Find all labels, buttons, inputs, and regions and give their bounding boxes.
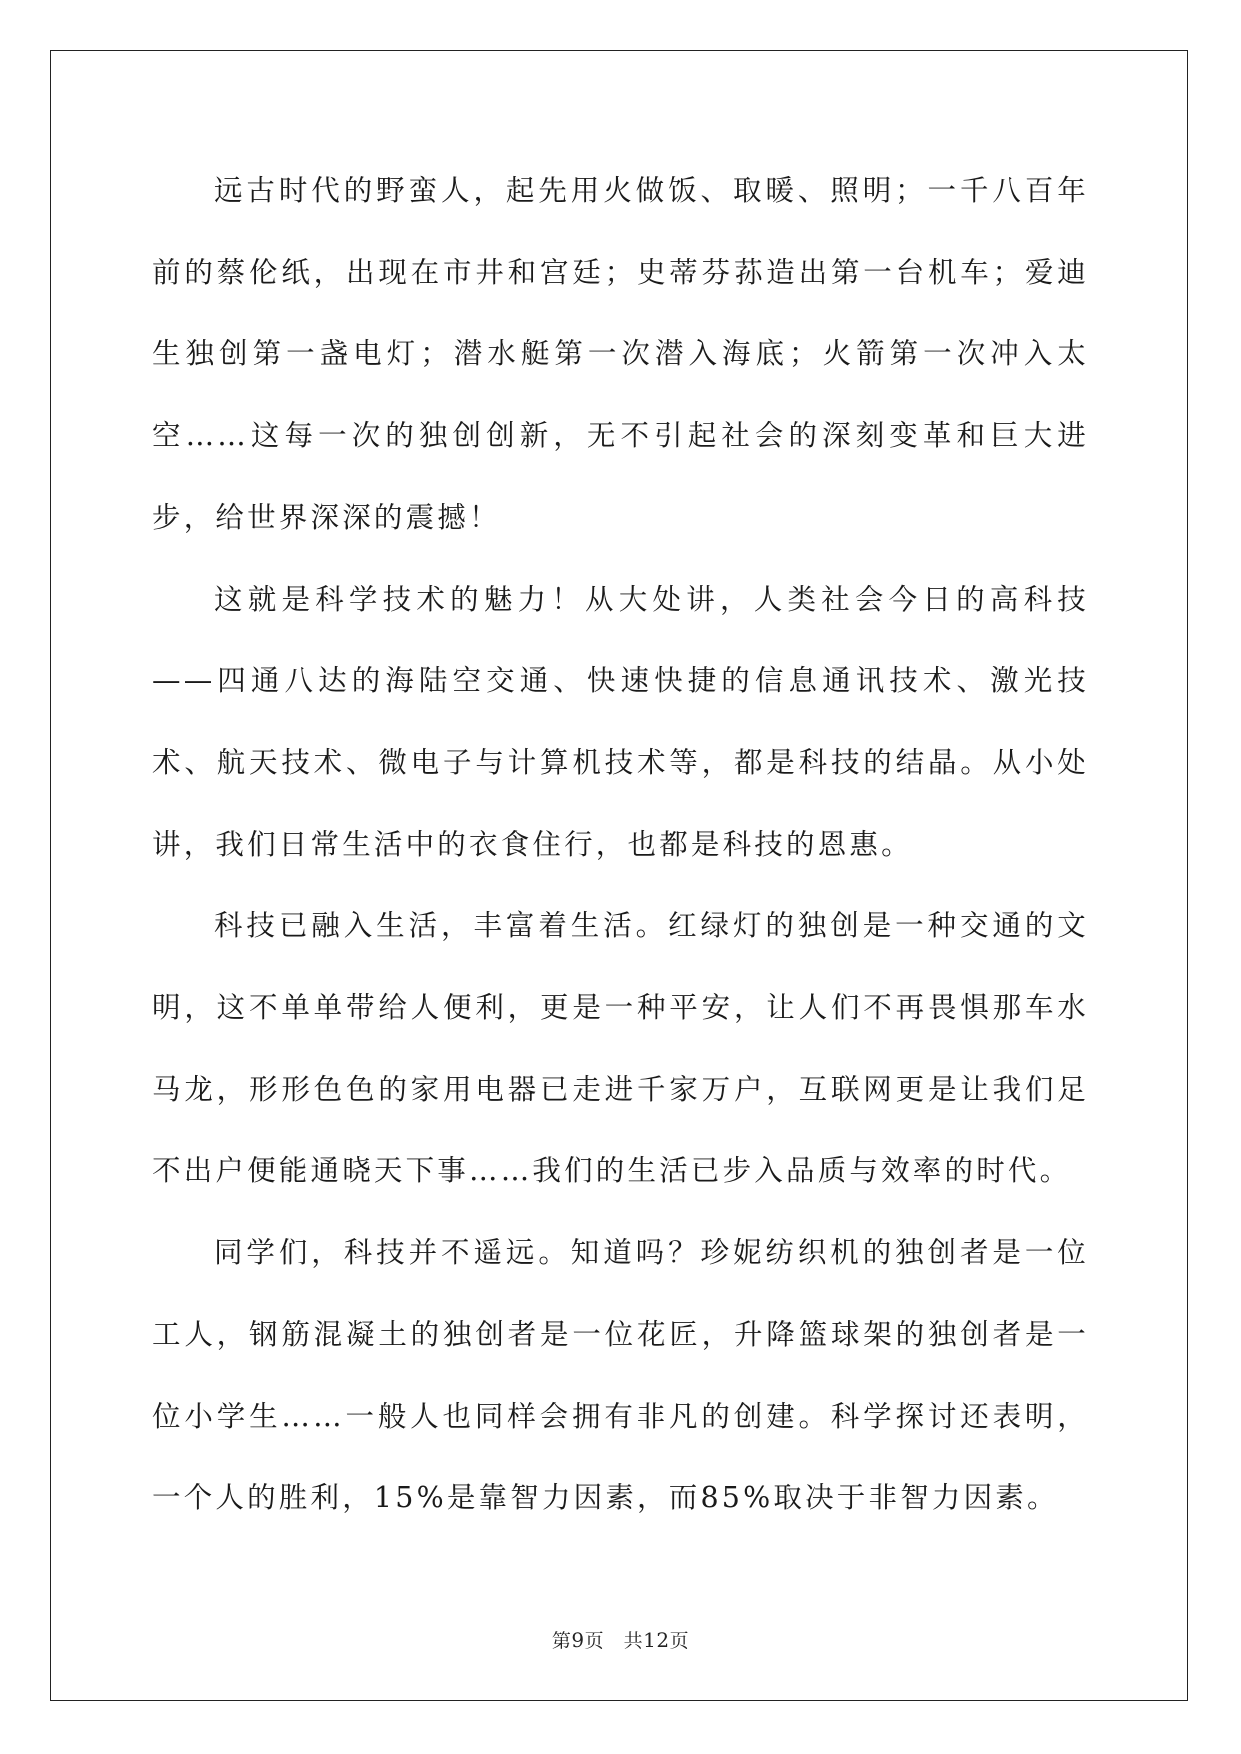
page-prefix: 第 <box>551 1630 572 1652</box>
page-suffix: 页 <box>669 1630 690 1652</box>
page-total-number: 12 <box>643 1628 670 1652</box>
paragraph-3: 科技已融入生活，丰富着生活。红绿灯的独创是一种交通的文明，这不单单带给人便利，更是一种平安，让人们不再畏惧那车水马龙，形形色色的家用电器已走进千家万户，互联网更是让我们足不出户便能通晓天下事……我们的生活已步入品质与效率的时代。 <box>152 909 1089 1188</box>
page-footer <box>0 1626 1241 1653</box>
paragraph-4: 同学们，科技并不遥远。知道吗？珍妮纺织机的独创者是一位工人，钢筋混凝土的独创者是一位花匠，升降篮球架的独创者是一位小学生……一般人也同样会拥有非凡的创建。科学探讨还表明，一个人的胜利，15%是靠智力因素，而85%取决于非智力因素。 <box>152 1236 1089 1515</box>
page-mid-text: 页 共 <box>584 1630 644 1652</box>
page-current-number: 9 <box>571 1628 585 1652</box>
paragraph-2: 这就是科学技术的魅力！从大处讲，人类社会今日的高科技——四通八达的海陆空交通、快速快捷的信息通讯技术、激光技术、航天技术、微电子与计算机技术等，都是科技的结晶。从小处讲，我们日常生活中的衣食住行，也都是科技的恩惠。 <box>152 582 1089 861</box>
document-body <box>152 150 1089 1539</box>
paragraph-1: 远古时代的野蛮人，起先用火做饭、取暖、照明；一千八百年前的蔡伦纸，出现在市井和宫廷；史蒂芬荪造出第一台机车；爱迪生独创第一盏电灯；潜水艇第一次潜入海底；火箭第一次冲入太空……这每一次的独创创新，无不引起社会的深刻变革和巨大进步，给世界深深的震撼！ <box>152 174 1089 534</box>
